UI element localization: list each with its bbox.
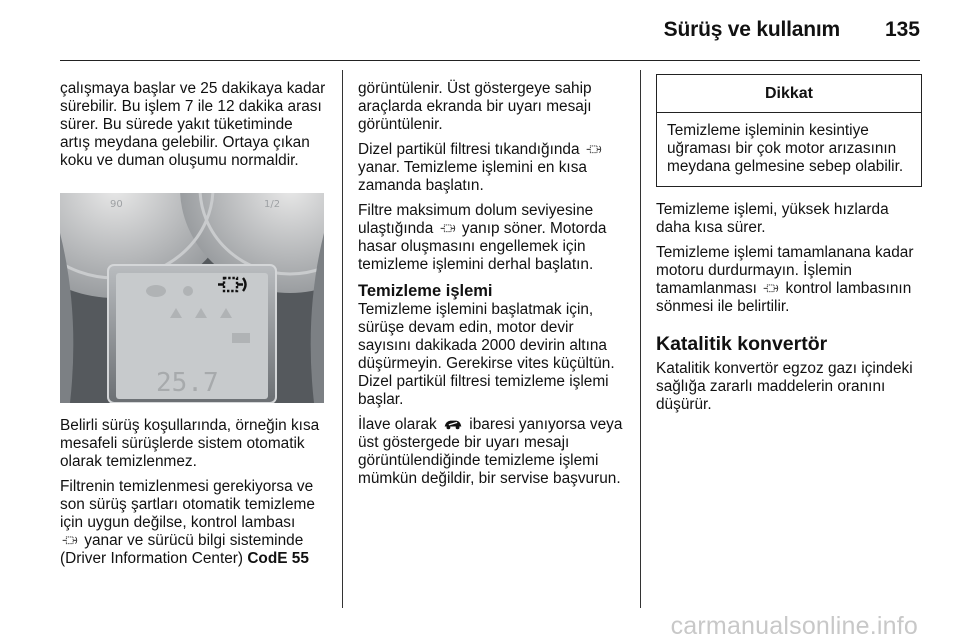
dpf-icon — [586, 142, 602, 156]
subheading-cleaning: Temizleme işlemi — [358, 282, 493, 300]
dashboard-photo — [60, 193, 324, 403]
col3-paragraph-2: Temizleme işlemi tamamlanana kadar motoru durdurmayın. İşlemin tamamlanması kontrol lambasının sönmesi ile belirtilir. — [656, 244, 914, 315]
col1-paragraph-3: Filtrenin temizlenmesi gerekiyorsa ve son sürüş şartları otomatik temizleme için uygun değilse, kontrol lambası yanar ve sürücü bilgi sisteminde (Driver Information Center) CodE 55 — [60, 478, 315, 567]
gauge-left-label: 90 — [110, 199, 123, 210]
service-wrench-car-icon — [443, 417, 463, 431]
column-divider-1 — [342, 70, 343, 608]
dpf-icon — [763, 281, 779, 295]
caution-box — [656, 74, 922, 187]
col1-paragraph-1: çalışmaya başlar ve 25 dakikaya kadar sürebilir. Bu işlem 7 ile 12 dakika arası sürer. Bu sürede yakıt tüketiminde artış meydana gelebilir. Ortaya çıkan koku ve duman oluşumu normaldir. — [60, 80, 326, 169]
code-label: CodE 55 — [247, 550, 309, 567]
col2-paragraph-4: Temizleme işlemini başlatmak için, sürüşe devam edin, motor devir sayısını dakikada 2000 devirin altına düşürmeyin. Gerekirse vites küçültün. Dizel partikül filtresi temizleme işlemi başlar. — [358, 301, 615, 408]
col2-paragraph-1: görüntülenir. Üst göstergeye sahip araçlarda ekranda bir uyarı mesajı görüntülenir. — [358, 80, 592, 133]
page-header — [0, 0, 960, 62]
col1-paragraph-2: Belirli sürüş koşullarında, örneğin kısa mesafeli sürüşlerde sistem otomatik olarak temizlenmez. — [60, 417, 320, 470]
column-divider-2 — [640, 70, 641, 608]
page-number: 135 — [884, 18, 920, 41]
gauge-right-label: 1/2 — [264, 199, 281, 210]
col3-paragraph-1: Temizleme işlemi, yüksek hızlarda daha kısa sürer. — [656, 201, 889, 236]
dpf-icon — [62, 533, 78, 547]
col2-paragraph-3: Filtre maksimum dolum seviyesine ulaştığında yanıp söner. Motorda hasar oluşmasını engellemek için temizleme işlemini derhal başlatın. — [358, 202, 607, 273]
caution-body: Temizleme işleminin kesintiye uğraması bir çok motor arızasının meydana gelmesine sebep olabilir. — [667, 122, 904, 175]
header-divider — [60, 60, 920, 61]
display-reading: 25.7 — [156, 368, 219, 398]
col2-paragraph-2: Dizel partikül filtresi tıkandığında yanar. Temizleme işlemini en kısa zamanda başlatın. — [358, 141, 624, 195]
dpf-icon — [440, 221, 456, 235]
caution-title: Dikkat — [657, 75, 921, 113]
col3-paragraph-3: Katalitik konvertör egzoz gazı içindeki sağlığa zararlı maddelerin oranını düşürür. — [656, 360, 913, 413]
column-2 — [358, 80, 624, 495]
section-heading-catalytic: Katalitik konvertör — [656, 333, 828, 355]
column-3 — [656, 74, 922, 421]
column-1 — [60, 80, 326, 177]
watermark: carmanualsonline.info — [670, 612, 918, 640]
col2-paragraph-5: İlave olarak ibaresi yanıyorsa veya üst göstergede bir uyarı mesajı görüntülendiğinde temizleme işlemi mümkün değildir, bir servise başvurun. — [358, 416, 623, 487]
column-1-lower — [60, 417, 328, 575]
page-title: Sürüş ve kullanım — [663, 18, 840, 41]
